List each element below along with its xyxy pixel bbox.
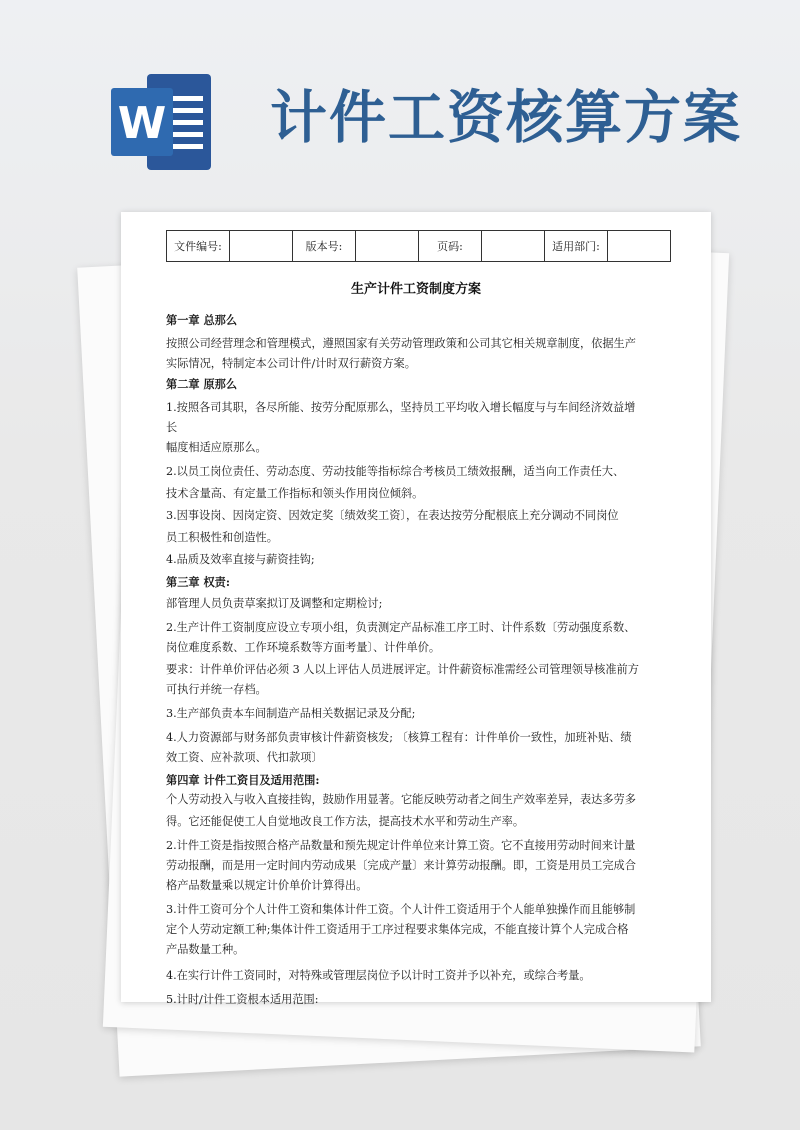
info-cell-page-value	[482, 231, 545, 262]
paragraph-line: 3.因事设岗、因岗定资、因效定奖〔绩效奖工资〕，在表达按劳分配根底上充分调动不同岗位	[166, 509, 619, 522]
paragraph-line: 技术含量高、有定量工作指标和领头作用岗位倾斜。	[166, 487, 424, 500]
chapter-heading: 第一章 总那么	[166, 313, 238, 327]
header	[0, 0, 800, 200]
paragraph-line: 个人劳动投入与收入直接挂钩，鼓励作用显著。它能反映劳动者之间生产效率差异，表达多劳多	[166, 793, 636, 806]
document-title: 生产计件工资制度方案	[350, 282, 481, 297]
paragraph-line: 劳动报酬，而是用一定时间内劳动成果〔完成产量〕来计算劳动报酬。即，工资是用员工完成合	[166, 859, 636, 872]
paragraph-line: 1.按照各司其职，各尽所能、按劳分配原那么，坚持员工平均收入增长幅度与与车间经济效益增	[166, 401, 636, 414]
paragraph-line: 2.计件工资是指按照合格产品数量和预先规定计件单位来计算工资。它不直接用劳动时间来计量	[166, 839, 636, 852]
info-cell-department-value	[608, 231, 671, 262]
paragraph-line: 长	[166, 421, 178, 434]
paragraph-line: 定个人劳动定额工种;集体计件工资适用于工序过程要求集体完成，不能直接计算个人完成合格	[166, 923, 629, 936]
paragraph-line: 格产品数量乘以规定计价单价计算得出。	[166, 879, 368, 892]
info-cell-page-label: 页码:	[419, 231, 482, 262]
paragraph-line: 实际情况，特制定本公司计件/计时双行薪资方案。	[166, 357, 416, 370]
document-page	[121, 212, 711, 1006]
paragraph-line: 得。它还能促使工人自觉地改良工作方法，提高技术水平和劳动生产率。	[166, 815, 525, 828]
word-icon	[107, 68, 215, 176]
info-cell-version-value	[356, 231, 419, 262]
paragraph-line: 4.人力资源部与财务部负责审核计件薪资核发; 〔核算工程有：计件单价一致性，加班补贴、绩	[166, 731, 632, 744]
info-table-row	[167, 231, 671, 262]
paragraph-line: 可执行并统一存档。	[166, 683, 267, 696]
logo-letter: W	[117, 98, 167, 149]
paragraph-line: 员工积极性和创造性。	[166, 531, 278, 544]
paragraph-line: 2.生产计件工资制度应设立专项小组，负责测定产品标准工序工时、计件系数〔劳动强度系数、	[166, 621, 636, 634]
info-cell-department-label: 适用部门:	[545, 231, 608, 262]
paragraph-line: 2.以员工岗位责任、劳动态度、劳动技能等指标综合考核员工绩效报酬，适当向工作责任大、	[166, 465, 625, 478]
paragraph-line: 3.生产部负责本车间制造产品相关数据记录及分配;	[166, 707, 416, 720]
paragraph-line: 效工资、应补款项、代扣款项〕	[166, 751, 323, 764]
paragraph-line: 4.在实行计件工资同时，对特殊或管理层岗位予以计时工资并予以补充，或综合考量。	[166, 969, 591, 982]
page-title: 计件工资核算方案	[270, 85, 742, 151]
paragraph-line: 岗位难度系数、工作环境系数等方面考量〕、计件单价。	[166, 641, 441, 654]
paragraph-line: 幅度相适应原那么。	[166, 441, 267, 454]
paragraph-line: 要求：计件单价评估必须 3 人以上评估人员进展评定。计件薪资标准需经公司管理领导核准前方	[166, 663, 639, 676]
paragraph-line: 按照公司经营理念和管理模式，遵照国家有关劳动管理政策和公司其它相关规章制度，依据生产	[166, 337, 636, 350]
info-cell-version-label: 版本号:	[293, 231, 356, 262]
info-cell-file-number-value	[230, 231, 293, 262]
paragraph-line: 5.计时/计件工资根本适用范围:	[166, 993, 319, 1006]
paragraph-line: 部管理人员负责草案拟订及调整和定期检讨;	[166, 597, 383, 610]
chapter-heading: 第四章 计件工资目及适用范围:	[166, 773, 320, 787]
chapter-heading: 第二章 原那么	[166, 377, 238, 391]
chapter-heading: 第三章 权责:	[166, 575, 230, 589]
paragraph-line: 产品数量工种。	[166, 943, 245, 956]
paragraph-line: 4.品质及效率直接与薪资挂钩;	[166, 553, 315, 566]
info-table	[166, 230, 671, 262]
paragraph-line: 3.计件工资可分个人计件工资和集体计件工资。个人计件工资适用于个人能单独操作而且能够制	[166, 903, 636, 916]
info-cell-file-number-label: 文件编号:	[167, 231, 230, 262]
